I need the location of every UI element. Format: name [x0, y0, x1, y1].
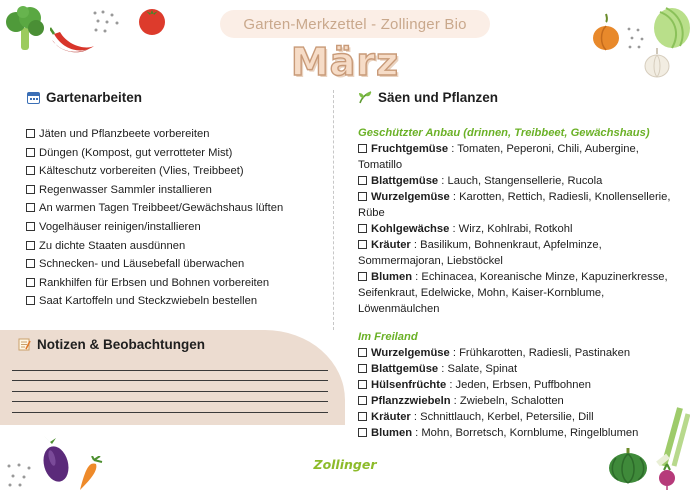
- dots-icon: [92, 10, 122, 34]
- eggplant-icon: [36, 432, 72, 484]
- header-title: Garten-Merkzettel - Zollinger Bio: [220, 10, 490, 38]
- planting-list: [358, 125, 678, 441]
- checkbox-icon[interactable]: [358, 144, 367, 153]
- cabbage-icon: [646, 4, 690, 50]
- notes-label: Notizen & Beobachtungen: [37, 337, 205, 352]
- tomato-icon: [136, 4, 168, 36]
- leek-icon: [654, 406, 690, 468]
- month-title: März: [290, 40, 400, 84]
- notes-lines[interactable]: [12, 360, 328, 413]
- checkbox-icon[interactable]: [26, 185, 35, 194]
- checkbox-icon[interactable]: [26, 129, 35, 138]
- garlic-icon: [642, 46, 672, 78]
- checkbox-icon[interactable]: [26, 259, 35, 268]
- saeen-label: Säen und Pflanzen: [378, 90, 499, 105]
- checkbox-icon[interactable]: [358, 412, 367, 421]
- plant-row[interactable]: Blattgemüse : Salate, Spinat: [358, 361, 678, 377]
- checkbox-icon[interactable]: [26, 296, 35, 305]
- plant-row[interactable]: Kohlgewächse : Wirz, Kohlrabi, Rotkohl: [358, 221, 678, 237]
- broccoli-icon: [4, 6, 46, 52]
- plant-row[interactable]: Kräuter : Schnittlauch, Kerbel, Petersilie, Dill: [358, 409, 678, 425]
- task-item[interactable]: An warmen Tagen Treibbeet/Gewächshaus lüften: [26, 199, 326, 218]
- task-item[interactable]: Regenwasser Sammler installieren: [26, 181, 326, 200]
- note-line[interactable]: [12, 402, 328, 413]
- task-item[interactable]: Düngen (Kompost, gut verrotteter Mist): [26, 144, 326, 163]
- plant-row[interactable]: Wurzelgemüse : Frühkarotten, Radiesli, Pastinaken: [358, 345, 678, 361]
- task-item[interactable]: Jäten und Pflanzbeete vorbereiten: [26, 125, 326, 144]
- plant-row[interactable]: Kräuter : Basilikum, Bohnenkraut, Apfelminze, Sommermajoran, Liebstöckel: [358, 239, 602, 267]
- onion-icon: [590, 12, 622, 52]
- plant-row[interactable]: Blumen : Echinacea, Koreanische Minze, Kapuzinerkresse, Seifenkraut, Edelwicke, Mohn, Kaiser-Kornblume, Löwenmäulchen: [358, 271, 668, 315]
- checkbox-icon[interactable]: [26, 222, 35, 231]
- carrot-icon: [78, 456, 104, 492]
- note-line[interactable]: [12, 360, 328, 371]
- seedling-icon: [358, 91, 372, 104]
- saeen-title: [358, 90, 498, 105]
- checkbox-icon[interactable]: [358, 428, 367, 437]
- plant-row[interactable]: Hülsenfrüchte : Jeden, Erbsen, Puffbohnen: [358, 377, 678, 393]
- plant-row[interactable]: Pflanzzwiebeln : Zwiebeln, Schalotten: [358, 393, 678, 409]
- checkbox-icon[interactable]: [26, 203, 35, 212]
- calendar-icon: [27, 91, 40, 104]
- protected-heading: Geschützter Anbau (drinnen, Treibbeet, Gewächshaus): [358, 127, 650, 139]
- zollinger-logo: Zollinger: [313, 456, 377, 472]
- task-item[interactable]: Saat Kartoffeln und Steckzwiebeln bestellen: [26, 292, 326, 311]
- task-item[interactable]: Rankhilfen für Erbsen und Bohnen vorbereiten: [26, 274, 326, 293]
- checkbox-icon[interactable]: [358, 272, 367, 281]
- checkbox-icon[interactable]: [26, 148, 35, 157]
- gartenarbeiten-title: [27, 90, 142, 105]
- plant-row[interactable]: Blumen : Mohn, Borretsch, Kornblume, Ringelblumen: [358, 425, 678, 441]
- note-line[interactable]: [12, 381, 328, 392]
- pumpkin-icon: [606, 444, 650, 484]
- checkbox-icon[interactable]: [358, 224, 367, 233]
- plant-row[interactable]: Blattgemüse : Lauch, Stangensellerie, Rucola: [358, 173, 678, 189]
- task-item[interactable]: Schnecken- und Läusebefall überwachen: [26, 255, 326, 274]
- spacer: [358, 317, 678, 329]
- dots-icon-bottom: [6, 462, 36, 488]
- memo-icon: [18, 338, 31, 351]
- checkbox-icon[interactable]: [26, 166, 35, 175]
- checkbox-icon[interactable]: [358, 176, 367, 185]
- note-line[interactable]: [12, 371, 328, 382]
- checkbox-icon[interactable]: [26, 241, 35, 250]
- checkbox-icon[interactable]: [358, 380, 367, 389]
- checkbox-icon[interactable]: [358, 348, 367, 357]
- task-item[interactable]: Zu dichte Staaten ausdünnen: [26, 237, 326, 256]
- note-line[interactable]: [12, 392, 328, 403]
- outdoor-heading: Im Freiland: [358, 331, 418, 343]
- gartenarbeiten-label: Gartenarbeiten: [46, 90, 143, 105]
- task-list: [26, 125, 326, 311]
- chili-icon: [50, 26, 98, 56]
- notes-title: [18, 337, 205, 352]
- radish-icon: [656, 462, 678, 490]
- plant-row[interactable]: Fruchtgemüse : Tomaten, Peperoni, Chili, Aubergine, Tomatillo: [358, 143, 639, 171]
- checkbox-icon[interactable]: [358, 240, 367, 249]
- checkbox-icon[interactable]: [26, 278, 35, 287]
- checkbox-icon[interactable]: [358, 396, 367, 405]
- checkbox-icon[interactable]: [358, 192, 367, 201]
- task-item[interactable]: Vogelhäuser reinigen/installieren: [26, 218, 326, 237]
- column-divider: [333, 90, 334, 330]
- plant-row[interactable]: Wurzelgemüse : Karotten, Rettich, Radiesli, Knollensellerie, Rübe: [358, 191, 671, 219]
- checkbox-icon[interactable]: [358, 364, 367, 373]
- task-item[interactable]: Kälteschutz vorbereiten (Vlies, Treibbeet): [26, 162, 326, 181]
